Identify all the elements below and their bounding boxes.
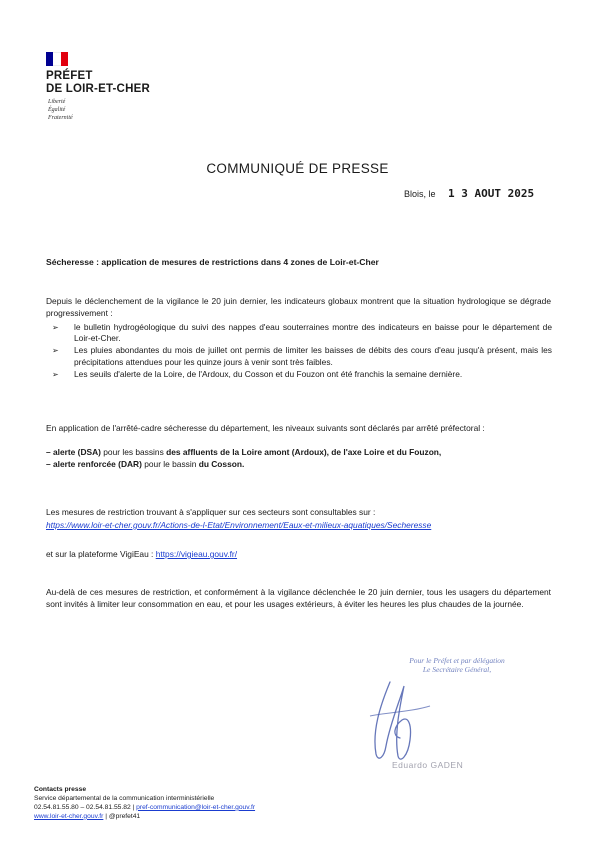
signatory-name: Eduardo GADEN bbox=[392, 760, 464, 770]
press-subject: Sécheresse : application de mesures de restrictions dans 4 zones de Loir-et-Cher bbox=[46, 257, 379, 267]
application-paragraph: En application de l'arrêté-cadre sécheresse du département, les niveaux suivants sont déclarés par arrêté préfectoral : bbox=[46, 423, 485, 433]
motto-fraternite: Fraternité bbox=[48, 115, 73, 121]
contacts-service: Service départemental de la communication interministérielle bbox=[34, 794, 215, 802]
contacts-phones: 02.54.81.55.80 – 02.54.81.55.82 | bbox=[34, 803, 137, 811]
list-item bbox=[52, 369, 552, 380]
alert-text: pour les bassins bbox=[100, 447, 167, 457]
flag-blue-stripe bbox=[46, 52, 53, 66]
signature-line-1: Pour le Préfet et par délégation bbox=[409, 656, 505, 665]
drought-measures-link[interactable]: https://www.loir-et-cher.gouv.fr/Actions-de-l-Etat/Environnement/Eaux-et-milieux-aquatiques/Secheresse bbox=[46, 520, 432, 530]
contacts-phones-line bbox=[34, 804, 255, 813]
reinforced-basin: du Cosson. bbox=[198, 459, 245, 469]
list-item bbox=[52, 345, 552, 368]
contacts-heading: Contacts presse bbox=[34, 786, 87, 793]
measures-intro: Les mesures de restriction trouvant à s'appliquer sur ces secteurs sont consultables sur : bbox=[46, 507, 376, 517]
vigieau-line bbox=[46, 549, 237, 559]
contacts-web-line bbox=[34, 813, 255, 822]
page-title bbox=[0, 161, 595, 176]
contacts-email-link[interactable]: pref-communication@loir-et-cher.gouv.fr bbox=[136, 803, 256, 811]
list-item bbox=[52, 322, 552, 345]
closing-paragraph: Au-delà de ces mesures de restriction, et conformément à la vigilance déclenchée le 20 juin dernier, tous les usagers du département sont invités à limiter leur consommation en eau, et pour les usages extérieurs, à éviter les heures les plus chaudes de la journée. bbox=[46, 587, 551, 610]
signature-line-2: Le Secrétaire Général, bbox=[422, 665, 492, 674]
bullet-text: le bulletin hydrogéologique du suivi des nappes d'eau souterraines montre des indicateurs en baisse pour le département de Loir-et-Cher. bbox=[74, 322, 552, 344]
arrow-bullet-icon: ➢ bbox=[52, 346, 59, 356]
handwritten-signature bbox=[350, 676, 460, 766]
reinforced-alert-line bbox=[46, 459, 244, 471]
prefect-line-1: PRÉFET bbox=[46, 70, 93, 82]
alert-basins: des affluents de la Loire amont (Ardoux), de l'axe Loire et du Fouzon, bbox=[166, 447, 442, 457]
bullet-text: Les seuils d'alerte de la Loire, de l'Ardoux, du Cosson et du Fouzon ont été franchis la semaine dernière. bbox=[74, 368, 463, 379]
signature-stamp bbox=[372, 656, 542, 674]
press-contacts bbox=[34, 786, 255, 822]
date-stamp: 1 3 AOUT 2025 bbox=[448, 187, 535, 200]
republic-motto bbox=[48, 98, 73, 122]
prefect-line-2: DE LOIR-ET-CHER bbox=[46, 83, 150, 95]
date-place: Blois, le bbox=[404, 189, 436, 199]
vigieau-intro: et sur la plateforme VigiEau : bbox=[46, 549, 156, 559]
motto-egalite: Égalité bbox=[48, 107, 66, 113]
french-flag-logo bbox=[46, 52, 68, 66]
arrow-bullet-icon: ➢ bbox=[52, 323, 59, 332]
arrow-bullet-icon: ➢ bbox=[52, 369, 59, 379]
bullet-text: Les pluies abondantes du mois de juillet ont permis de limiter les baisses de débits des cours d'eau jusqu'à présent, mais les précipitations attendues pour les quinze jours à venir sont très faibles. bbox=[74, 345, 552, 367]
page-title-text: COMMUNIQUÉ DE PRESSE bbox=[206, 161, 389, 176]
motto-liberte: Liberté bbox=[48, 99, 66, 105]
contacts-social: | @prefet41 bbox=[103, 812, 141, 820]
date-line bbox=[404, 187, 534, 200]
flag-white-stripe bbox=[53, 52, 60, 66]
indicator-list bbox=[52, 322, 552, 381]
reinforced-label: – alerte renforcée (DAR) bbox=[46, 459, 142, 469]
prefecture-name bbox=[46, 70, 150, 96]
reinforced-text: pour le bassin bbox=[141, 459, 199, 469]
contacts-website-link[interactable]: www.loir-et-cher.gouv.fr bbox=[34, 812, 104, 820]
flag-red-stripe bbox=[61, 52, 68, 66]
intro-paragraph: Depuis le déclenchement de la vigilance le 20 juin dernier, les indicateurs globaux montrent que la situation hydrologique se dégrade progressivement : bbox=[46, 296, 551, 318]
alert-label: – alerte (DSA) bbox=[46, 447, 101, 457]
alert-level-line bbox=[46, 447, 441, 459]
vigieau-link[interactable]: https://vigieau.gouv.fr/ bbox=[155, 549, 238, 559]
